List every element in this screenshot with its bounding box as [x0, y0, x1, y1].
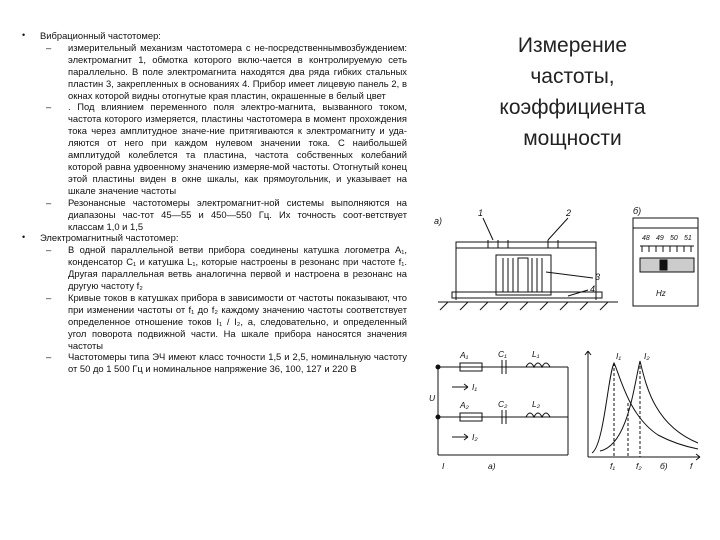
part-label-1: 1: [478, 208, 484, 218]
sub-item-text: В одной параллельной ветви прибора соединены катушка логометра A₁, конденсатор C₁ и катушка L₁, которые настроены в резонанс при частоте f₁. Другая параллельная ветвь аналогична первой и настроена в резонанс на другую частоту f₂: [68, 244, 407, 292]
sub-item-text: Частотомеры типа ЭЧ имеют класс точности 1,5 и 2,5, номинальную частоту от 50 до 1 500 Гц и номинальное напряжение 36, 100, 127 и 220 В: [68, 351, 407, 375]
title-line: мощности: [523, 127, 622, 150]
scale-number: 48: [642, 235, 650, 242]
sub-item: [40, 292, 407, 352]
circuit-label-c1: C₁: [498, 349, 507, 359]
part-label-4: 4: [590, 284, 596, 294]
scale-number: 49: [656, 235, 664, 242]
graph-label-i2: I₂: [644, 351, 650, 361]
dash: –: [46, 196, 52, 208]
circuit-label-l1: L₁: [532, 349, 540, 359]
dash: –: [46, 291, 52, 303]
unit-label: Hz: [656, 289, 666, 298]
bullet-dot: •: [22, 232, 26, 243]
sub-item: [40, 42, 407, 102]
dash: –: [46, 244, 52, 256]
sub-item-text: измерительный механизм частотомера с не-посредственнымвозбуждением: электромагнит 1, обмотка которого вклю-чается в контролируемую сеть параллельно. В поле электромагнита находятся два ряда гибких стальных пластин 3, закрепленных в основаниях 4. Прибор имеет лицевую панель 2, в окнах которой видны отогнутые края пластин, окрашенные в белый цвет: [68, 41, 407, 101]
circuit-label-i1: I₁: [472, 382, 478, 392]
graph-label-f: f: [690, 461, 693, 471]
scale-number: 50: [670, 235, 678, 242]
bullet-dot: •: [22, 30, 26, 40]
sub-item-text: Кривые токов в катушках прибора в зависимости от частоты показывают, что при изменении частоты от f₁ до f₂ каждому значению частоты соответствует определенное отношение токов I₁ / I₂, а, следовательно, и определенный угол поворота подвижной части. На шкале прибора наносятся значения частоты: [68, 291, 407, 351]
graph-label-f2: f₂: [636, 461, 642, 471]
title-line: частоты,: [530, 65, 615, 88]
circuit-figure-label: а): [488, 461, 496, 471]
section-heading: Вибрационный частотомер:: [40, 30, 161, 41]
figure-label-a: а): [434, 216, 443, 226]
sub-item: [40, 244, 407, 292]
sub-item: [40, 101, 407, 196]
bullet-section-vibration: [22, 30, 407, 232]
graph-figure-label: б): [660, 461, 668, 471]
title-line: Измерение: [517, 34, 628, 57]
left-text-column: [22, 30, 407, 375]
electromagnetic-meter-figure: [428, 345, 703, 475]
scale-number: 51: [684, 235, 692, 242]
circuit-label-i2: I₂: [472, 432, 478, 442]
sub-item: [40, 197, 407, 233]
slide-title: [465, 30, 680, 154]
figure-label-b: б): [633, 206, 642, 216]
title-line: коэффициента: [499, 96, 646, 119]
circuit-label-i: I: [442, 461, 445, 471]
dash: –: [46, 351, 52, 363]
sub-item: [40, 351, 407, 375]
graph-label-f1: f₁: [610, 461, 616, 471]
part-label-3: 3: [595, 272, 601, 282]
dash: –: [46, 41, 52, 53]
graph-label-i1: I₁: [616, 351, 622, 361]
circuit-label-a2: A₂: [460, 400, 469, 410]
vibration-meter-figure: [428, 200, 703, 320]
circuit-label-u: U: [429, 393, 436, 403]
part-label-2: 2: [566, 208, 572, 218]
sub-item-text: . Под влиянием переменного поля электро-магнита, вызванного током, частота которого измеряется, пластины частотомера в момент прохождения тока через амплитудное значе-ние притягиваются к электромагниту и уда-ляются от него при каждом нулевом значении тока. С наибольшей амплитудой колеблется та пластина, частота собственных колебаний которой равна удвоенному значению измеряе-мой частоты. Отогнутый конец этой пластины виден в окне шкалы, как прямоугольник, и указывает на шкале значение частоты: [68, 101, 407, 196]
circuit-label-c2: C₂: [498, 399, 508, 409]
circuit-label-a1: A₁: [460, 350, 469, 360]
sub-item-text: Резонансные частотомеры электромагнит-ной системы выполняются на диапазоны час-тот 45—55 и 450—550 Гц. Их точность соот-ветствует классам 1,0 и 1,5: [68, 196, 407, 232]
dash: –: [46, 101, 52, 113]
section-heading: Электромагнитный частотомер:: [40, 232, 179, 244]
bullet-section-electromagnetic: [22, 232, 407, 375]
circuit-label-l2: L₂: [532, 399, 540, 409]
